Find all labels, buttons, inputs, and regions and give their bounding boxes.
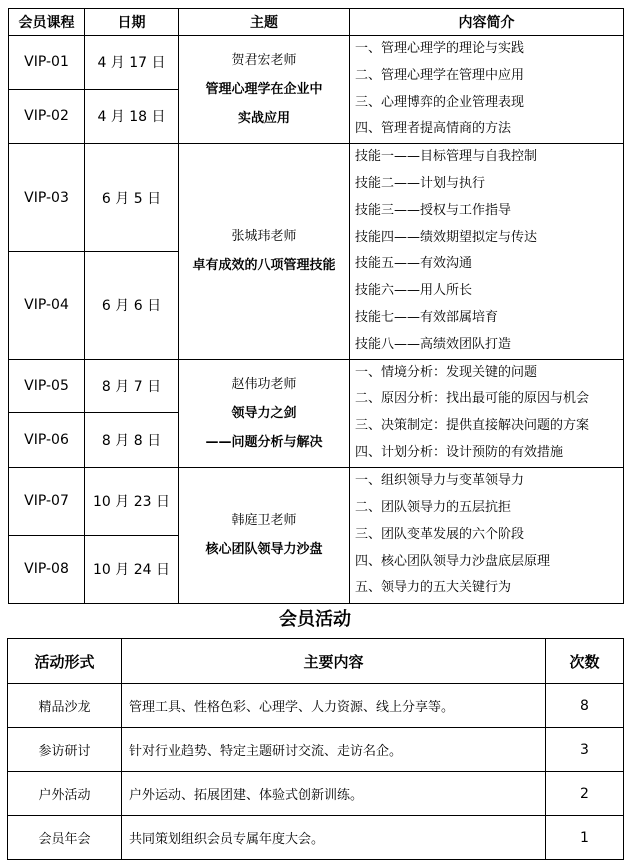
summary-cell <box>350 36 624 144</box>
header-date: 日期 <box>85 9 179 36</box>
summary-line: 四、计划分析：设计预防的有效措施 <box>355 444 564 460</box>
summary-line: 技能六——用人所长 <box>355 283 473 299</box>
teacher-name: 韩庭卫老师 <box>231 513 297 529</box>
topic-cell <box>179 36 350 144</box>
table-row <box>8 772 624 816</box>
summary-line: 技能七——有效部属培育 <box>355 309 499 325</box>
activities-header-row <box>8 639 624 684</box>
topic-title-line: 核心团队领导力沙盘 <box>205 542 323 558</box>
topic-title-line: 领导力之剑 <box>231 405 297 421</box>
course-date: 8 月 8 日 <box>85 413 179 468</box>
course-code: VIP-07 <box>9 467 85 535</box>
course-code: VIP-05 <box>9 359 85 413</box>
topic-cell <box>179 359 350 467</box>
course-date: 10 月 23 日 <box>85 467 179 535</box>
topic-cell <box>179 467 350 603</box>
summary-line: 四、管理者提高情商的方法 <box>355 121 512 137</box>
header-main-content: 主要内容 <box>122 639 546 684</box>
activity-count: 2 <box>546 772 624 816</box>
summary-line: 三、心理博弈的企业管理表现 <box>355 94 525 110</box>
course-date: 4 月 18 日 <box>85 89 179 144</box>
course-code: VIP-06 <box>9 413 85 468</box>
summary-line: 技能五——有效沟通 <box>355 256 473 272</box>
course-code: VIP-01 <box>9 36 85 90</box>
activity-content: 管理工具、性格色彩、心理学、人力资源、线上分享等。 <box>122 684 546 728</box>
header-summary: 内容简介 <box>350 9 624 36</box>
course-date: 6 月 6 日 <box>85 251 179 359</box>
summary-line: 二、原因分析：找出最可能的原因与机会 <box>355 391 590 407</box>
teacher-name: 张城玮老师 <box>231 229 297 245</box>
activity-count: 3 <box>546 728 624 772</box>
course-code: VIP-02 <box>9 89 85 144</box>
section-heading: 会员活动 <box>279 609 351 630</box>
header-course: 会员课程 <box>9 9 85 36</box>
table-row <box>8 728 624 772</box>
activity-form: 户外活动 <box>8 772 122 816</box>
course-code: VIP-04 <box>9 251 85 359</box>
summary-line: 四、核心团队领导力沙盘底层原理 <box>355 553 551 569</box>
topic-title-line: 实战应用 <box>237 111 290 127</box>
activity-form: 参访研讨 <box>8 728 122 772</box>
table-row <box>8 684 624 728</box>
summary-line: 一、组织领导力与变革领导力 <box>355 473 525 489</box>
table-row <box>9 359 624 413</box>
course-code: VIP-03 <box>9 144 85 252</box>
table-row <box>9 144 624 252</box>
table-row <box>9 467 624 535</box>
summary-line: 技能二——计划与执行 <box>355 175 486 191</box>
teacher-name: 赵伟功老师 <box>231 376 297 392</box>
header-count: 次数 <box>546 639 624 684</box>
summary-cell <box>350 359 624 467</box>
course-date: 6 月 5 日 <box>85 144 179 252</box>
course-date: 8 月 7 日 <box>85 359 179 413</box>
topic-cell <box>179 144 350 359</box>
activity-content: 共同策划组织会员专属年度大会。 <box>122 816 546 860</box>
topic-title-line: 卓有成效的八项管理技能 <box>192 258 336 274</box>
summary-line: 技能三——授权与工作指导 <box>355 202 512 218</box>
table-row <box>8 816 624 860</box>
summary-cell <box>350 467 624 603</box>
summary-line: 技能四——绩效期望拟定与传达 <box>355 229 538 245</box>
summary-line: 三、团队变革发展的六个阶段 <box>355 526 525 542</box>
activity-content: 针对行业趋势、特定主题研讨交流、走访名企。 <box>122 728 546 772</box>
activity-form: 会员年会 <box>8 816 122 860</box>
course-schedule-table <box>8 8 624 604</box>
course-code: VIP-08 <box>9 535 85 603</box>
summary-line: 一、管理心理学的理论与实践 <box>355 41 525 56</box>
teacher-name: 贺君宏老师 <box>231 53 297 69</box>
schedule-header-row <box>9 9 624 36</box>
topic-title-line: ——问题分析与解决 <box>205 434 323 450</box>
activity-form: 精品沙龙 <box>8 684 122 728</box>
summary-line: 五、领导力的五大关键行为 <box>355 580 512 596</box>
activity-count: 1 <box>546 816 624 860</box>
activities-table <box>7 638 624 860</box>
summary-line: 技能八——高绩效团队打造 <box>355 336 512 352</box>
summary-line: 二、管理心理学在管理中应用 <box>355 67 525 83</box>
course-date: 4 月 17 日 <box>85 36 179 90</box>
summary-line: 三、决策制定：提供直接解决问题的方案 <box>355 418 590 434</box>
summary-line: 二、团队领导力的五层抗拒 <box>355 500 512 516</box>
course-date: 10 月 24 日 <box>85 535 179 603</box>
summary-line: 技能一——目标管理与自我控制 <box>355 149 538 165</box>
header-topic: 主题 <box>179 9 350 36</box>
summary-line: 一、情境分析：发现关键的问题 <box>355 364 538 380</box>
summary-cell <box>350 144 624 359</box>
activity-count: 8 <box>546 684 624 728</box>
topic-title-line: 管理心理学在企业中 <box>205 82 323 98</box>
activity-content: 户外运动、拓展团建、体验式创新训练。 <box>122 772 546 816</box>
table-row <box>9 36 624 90</box>
header-activity-form: 活动形式 <box>8 639 122 684</box>
